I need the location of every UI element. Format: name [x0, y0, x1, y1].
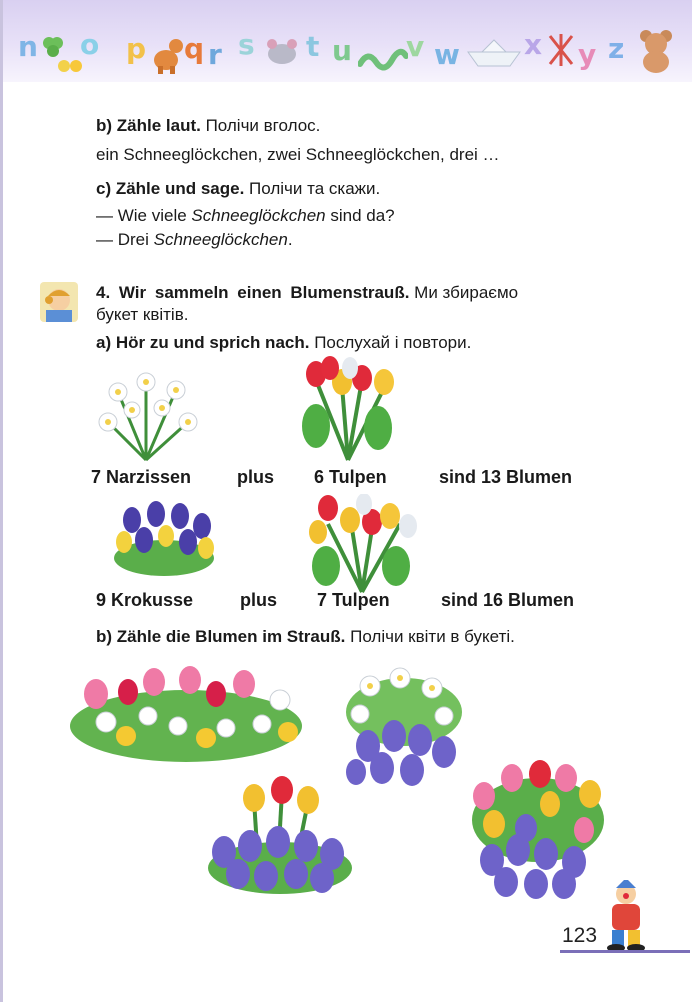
alphabet-letter: p [126, 32, 147, 65]
listening-child-icon [40, 282, 78, 322]
section-b-title-de: b) Zähle laut. [96, 116, 201, 135]
question-prefix: — Wie viele [96, 206, 192, 225]
sub-a-de: a) Hör zu und sprich nach. [96, 333, 310, 352]
section-c-heading [96, 178, 380, 200]
answer-prefix: — Drei [96, 230, 154, 249]
exercise4-sub-a [96, 332, 471, 354]
section-c-title-uk: Полічи та скажи. [249, 179, 381, 198]
section-c-question [96, 205, 395, 227]
tulip-bouquet-image [292, 356, 404, 462]
row1-item4: sind 13 Blumen [439, 467, 573, 487]
alphabet-letter: n [18, 30, 38, 63]
alphabet-letter: r [208, 38, 222, 71]
alphabet-strip [18, 28, 678, 78]
crocus-bouquet-image [110, 500, 218, 580]
alphabet-letter: s [238, 28, 255, 61]
sub-a-uk: Послухай і повтори. [314, 333, 472, 352]
alphabet-letter: y [578, 38, 597, 71]
alphabet-letter: x [524, 28, 543, 61]
alphabet-letter: z [608, 32, 625, 65]
row2-item1: 9 Krokusse [96, 590, 194, 610]
row2-item4: sind 16 Blumen [441, 590, 575, 610]
exercise4-sub-b [96, 626, 515, 648]
section-c-answer [96, 229, 293, 251]
answer-italic: Schneeglöckchen [153, 230, 288, 249]
paper-boat-icon [466, 38, 522, 68]
page-number: 123 [562, 924, 598, 947]
narcissus-bouquet-image [88, 362, 204, 462]
alphabet-letter: q [184, 32, 205, 65]
sub-b-uk: Полічи квіти в букеті. [350, 627, 515, 646]
alphabet-letter: t [306, 30, 320, 63]
alphabet-letter: u [332, 34, 352, 67]
alphabet-letter: v [406, 30, 425, 63]
question-suffix: sind da? [325, 206, 395, 225]
teddy-bear-icon [636, 28, 676, 74]
row1-item3: 6 Tulpen [314, 467, 387, 487]
exercise4-title-de: 4. Wir sammeln einen Blumenstrauß. [96, 283, 410, 302]
clown-mascot-icon [598, 880, 654, 952]
answer-suffix: . [287, 230, 293, 249]
tulip-crocus-bouquet-image [466, 756, 608, 902]
mixed-bouquet-image [66, 656, 306, 766]
section-c-title-de: c) Zähle und sage. [96, 179, 245, 198]
mouse-icon [262, 36, 302, 66]
exercise4-title-uk-1: Ми збираємо [414, 283, 519, 302]
ornament-icon [546, 32, 576, 68]
tulip-bouquet-image [304, 494, 420, 594]
row2-item3: 7 Tulpen [317, 590, 390, 610]
row1-item1: 7 Narzissen [91, 467, 192, 487]
row1-item2: plus [237, 467, 275, 487]
section-b-heading [96, 115, 320, 137]
exercise4-title-uk-2: букет квітів. [96, 305, 189, 324]
section-b-line: ein Schneeglöckchen, zwei Schneeglöckchen, drei … [96, 145, 500, 164]
snake-icon [358, 46, 408, 72]
alphabet-letter: w [434, 38, 460, 71]
exercise4-heading-line1 [96, 282, 518, 304]
question-italic: Schneeglöckchen [191, 206, 326, 225]
row2-item2: plus [240, 590, 278, 610]
dinosaur-icon [150, 34, 186, 74]
alphabet-letter: o [80, 28, 100, 61]
left-margin-rule [0, 0, 3, 1002]
section-b-title-uk: Полічи вголос. [205, 116, 321, 135]
tulip-crocus-bouquet-image [204, 772, 354, 898]
page-number-rule [560, 950, 690, 953]
sub-b-de: b) Zähle die Blumen im Strauß. [96, 627, 346, 646]
narcissus-crocus-bouquet-image [340, 656, 466, 790]
